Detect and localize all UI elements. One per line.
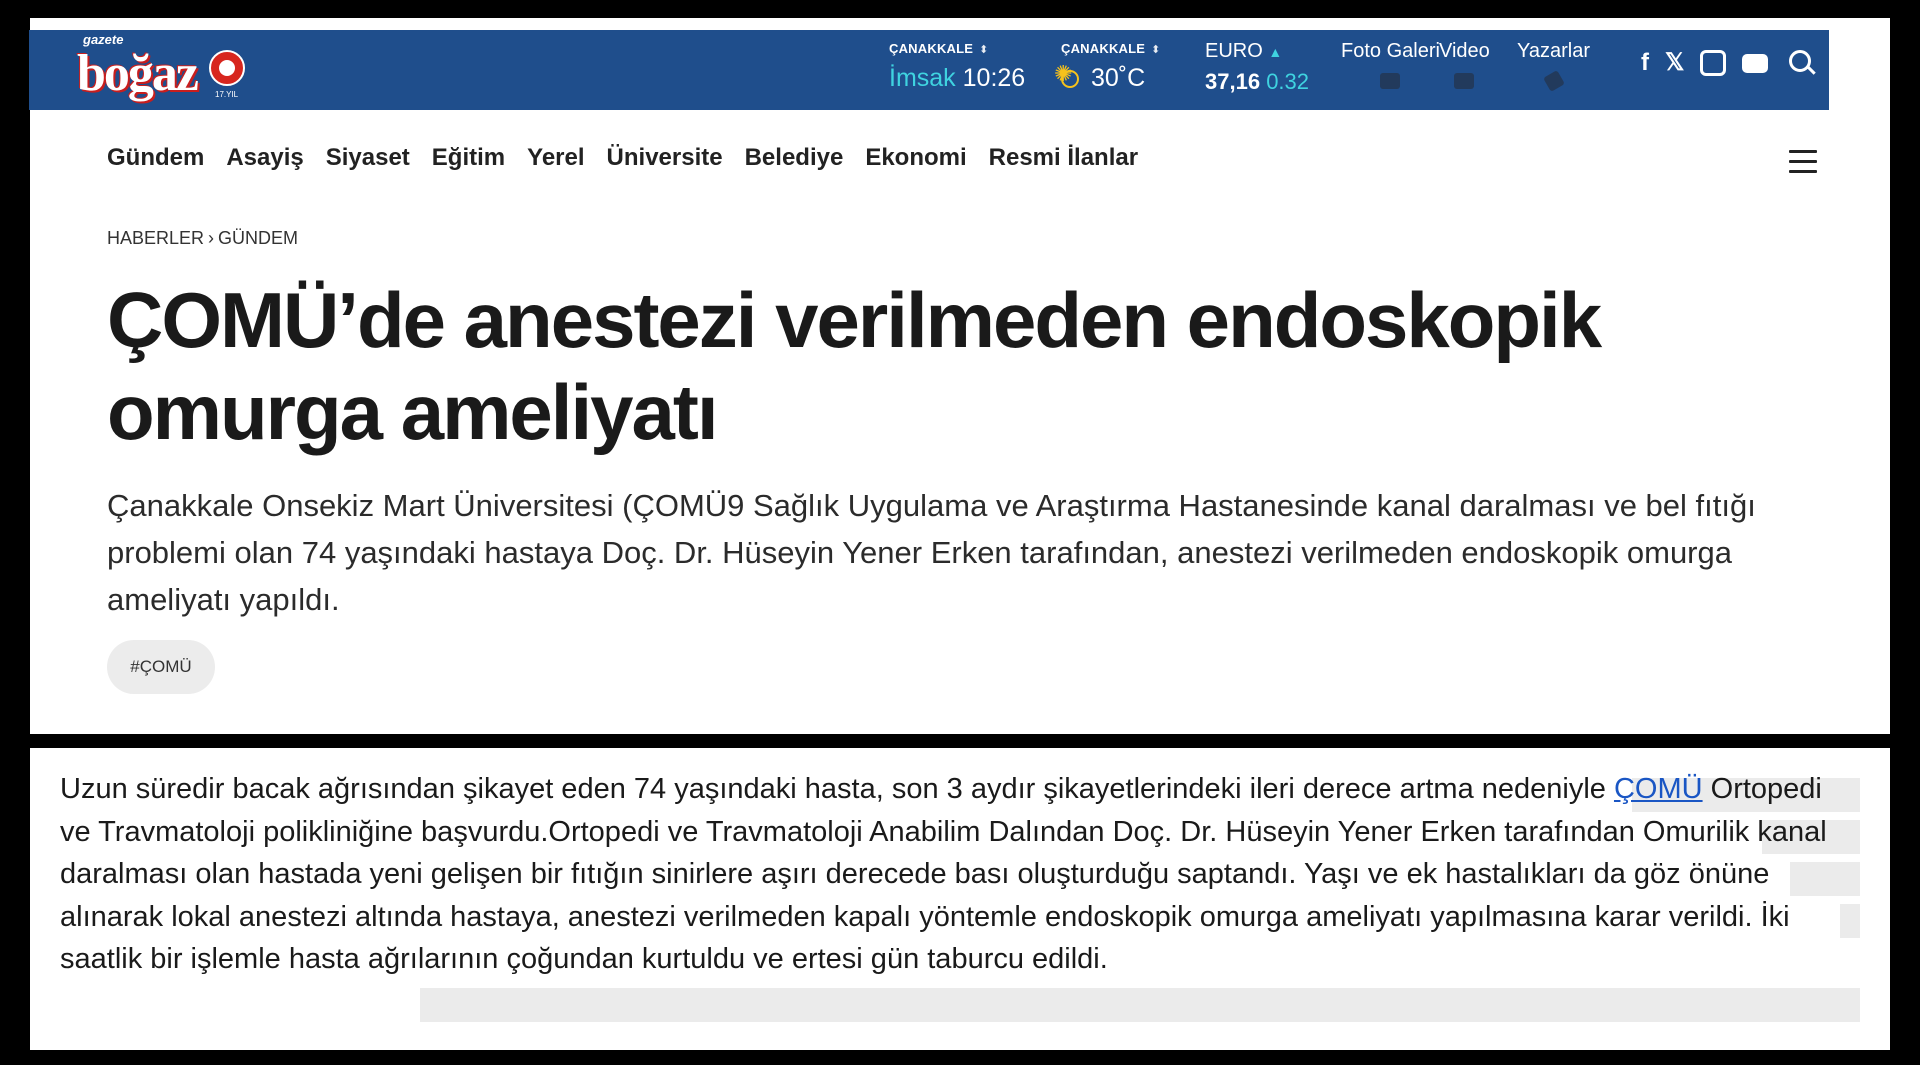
nav-item-gundem[interactable]: Gündem [107, 144, 205, 171]
video-link[interactable] [1439, 40, 1490, 89]
tag-comu[interactable]: #ÇOMÜ [107, 640, 215, 694]
article-body [60, 768, 1860, 981]
photo-gallery-label: Foto Galeri [1341, 40, 1440, 62]
photo-gallery-link[interactable] [1341, 40, 1440, 89]
authors-link[interactable] [1517, 40, 1590, 89]
social-links [1641, 50, 1768, 76]
menu-icon[interactable] [1789, 150, 1817, 180]
body-text-1: Uzun süredir bacak ağrısından şikayet eden 74 yaşındaki hasta, son 3 aydır şikayetlerindeki ileri derece artma nedeniyle [60, 773, 1614, 805]
weather-widget[interactable] [1061, 40, 1160, 93]
currency-widget[interactable] [1205, 40, 1309, 95]
nav-item-resmi-ilanlar[interactable]: Resmi İlanlar [988, 144, 1139, 171]
top-bar [29, 30, 1829, 110]
comu-link[interactable]: ÇOMÜ [1613, 773, 1703, 805]
currency-value: 37,16 [1205, 69, 1261, 94]
nav-item-yerel[interactable]: Yerel [527, 144, 585, 171]
nav-item-universite[interactable]: Üniversite [606, 144, 723, 171]
instagram-icon[interactable] [1700, 50, 1726, 76]
facebook-icon[interactable]: f [1641, 49, 1649, 76]
article-lead: Çanakkale Onsekiz Mart Üniversitesi (ÇOMÜ9 Sağlık Uygulama ve Araştırma Hastanesinde kanal daralması ve bel fıtığı problemi olan 74 yaşındaki hastaya Doç. Dr. Hüseyin Yener Erken tarafından, anestezi verilmeden endoskopik omurga ameliyatı yapıldı. [107, 488, 1756, 617]
camera-icon [1380, 73, 1400, 89]
nav-item-belediye[interactable]: Belediye [744, 144, 844, 171]
breadcrumb-haberler[interactable]: HABERLER [107, 228, 205, 248]
currency-name: EURO [1205, 40, 1263, 62]
up-arrow-icon: ▲ [1268, 44, 1283, 60]
breadcrumb [107, 228, 298, 249]
prayer-city: ÇANAKKALE [889, 41, 974, 56]
body-text-2: Ortopedi ve Travmatoloji polikliniğine başvurdu.Ortopedi ve Travmatoloji Anabilim Dalından Doç. Dr. Hüseyin Yener Erken tarafından Omurilik kanal daralması olan hastada yeni gelişen bir fıtığın sinirlere aşırı derecede bası oluşturduğu saptandı. Yaşı ve ek hastalıkları da göz önüne alınarak lokal anestezi altında hastaya, anestezi verilmeden kapalı yöntemle endoskopik omurga ameliyatı yapılmasına karar verildi. İki saatlik bir işlemle hasta ağrılarının çoğundan kurtuldu ve ertesi gün taburcu edildi. [60, 773, 1827, 975]
video-camera-icon [1454, 73, 1474, 89]
pen-icon [1543, 70, 1565, 92]
logo-small-text: gazete [83, 32, 124, 47]
search-icon-handle [1807, 66, 1815, 74]
main-nav [107, 144, 1138, 172]
prayer-name: İmsak [889, 64, 956, 92]
weather-temp: 30˚C [1091, 64, 1146, 92]
prayer-time: 10:26 [962, 64, 1026, 92]
authors-label: Yazarlar [1517, 40, 1590, 62]
breadcrumb-separator: › [208, 228, 215, 248]
site-logo[interactable] [77, 32, 247, 102]
sort-arrows-icon: ⬍ [1151, 44, 1161, 56]
sort-arrows-icon: ⬍ [979, 44, 989, 56]
weather-city: ÇANAKKALE [1061, 41, 1146, 56]
breadcrumb-gundem[interactable]: GÜNDEM [218, 228, 299, 248]
x-icon[interactable]: 𝕏 [1665, 49, 1685, 76]
nav-item-siyaset[interactable]: Siyaset [325, 144, 410, 171]
video-label: Video [1439, 40, 1490, 62]
logo-text: boğaz [77, 45, 197, 102]
sun-icon [1061, 70, 1079, 88]
currency-change: 0.32 [1266, 69, 1310, 94]
youtube-icon[interactable] [1742, 54, 1768, 73]
nav-item-asayis[interactable]: Asayiş [226, 144, 304, 171]
text-highlight [420, 988, 1860, 1022]
nav-item-ekonomi[interactable]: Ekonomi [865, 144, 967, 171]
logo-year: 17.YIL [215, 90, 239, 99]
article-title: ÇOMÜ’de anestezi verilmeden endoskopik omurga ameliyatı [107, 276, 1601, 456]
prayer-time-widget[interactable] [889, 40, 1025, 93]
nav-item-egitim[interactable]: Eğitim [431, 144, 506, 171]
logo-badge-icon [209, 50, 245, 86]
